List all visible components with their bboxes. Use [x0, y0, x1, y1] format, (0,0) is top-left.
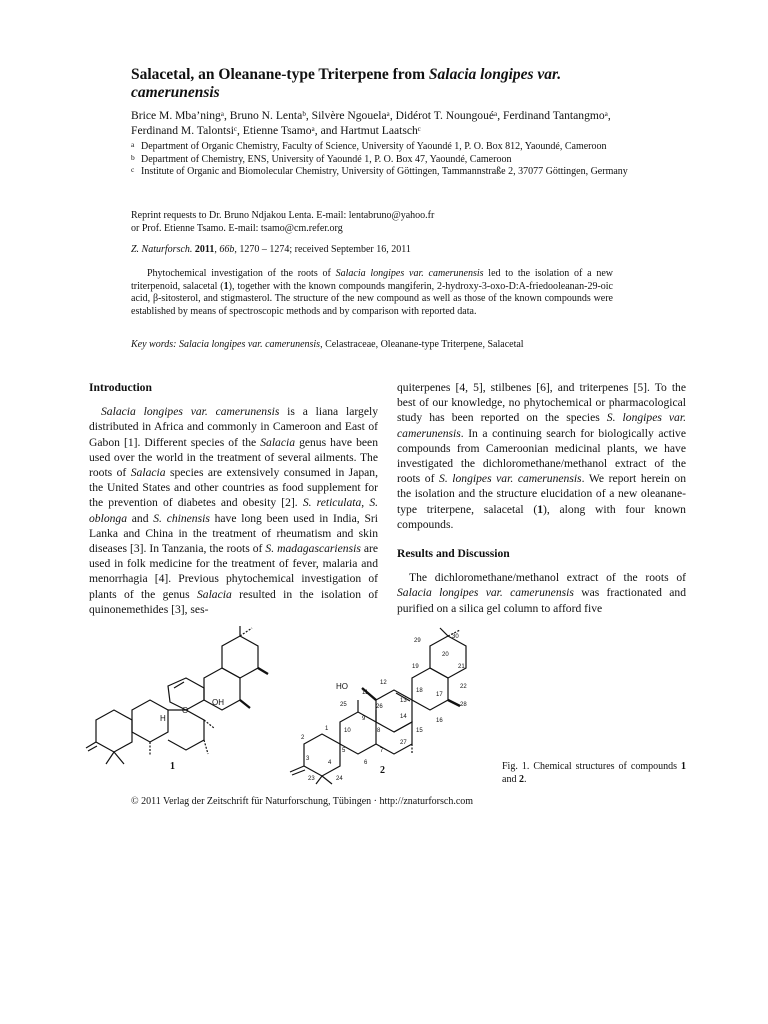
species-name: Salacia	[260, 435, 296, 449]
compound-1-structure	[86, 626, 268, 764]
species-name: S. longipes var. camerunensis	[439, 472, 582, 486]
caption-text: .	[523, 773, 527, 785]
atom-number: 30	[452, 634, 459, 640]
abstract-text: led to the isolation of a new triterpenoid, salacetal (	[131, 268, 614, 292]
affiliation-a	[131, 141, 651, 154]
atom-number: 27	[400, 740, 407, 746]
affiliation-text: Department of Chemistry, ENS, University of Yaoundé 1, P. O. Box 47, Yaoundé, Cameroon	[141, 153, 512, 165]
body-text: . We report herein on the isolation and the structure elucidation of a new oleanane-type triterpene, salacetal (	[397, 472, 687, 516]
introduction-continued	[397, 380, 686, 532]
reprint-requests	[131, 210, 651, 235]
atom-number: 24	[336, 776, 343, 782]
affiliation-mark: a	[131, 140, 135, 149]
atom-number: 18	[416, 688, 423, 694]
reprint-line-1: Reprint requests to Dr. Bruno Ndjakou Lenta. E-mail: lentabruno@yahoo.fr	[131, 210, 435, 221]
affiliations	[131, 141, 651, 179]
species-name: S. madagascariensis	[265, 542, 361, 556]
atom-number: 29	[414, 638, 421, 644]
atom-number: 5	[342, 748, 346, 754]
atom-number: 11	[362, 690, 369, 696]
affiliation-c	[131, 166, 651, 179]
keywords-rest: , Celastraceae, Oleanane-type Triterpene, Salacetal	[320, 339, 524, 350]
atom-number: 8	[377, 728, 381, 734]
introduction-heading: Introduction	[89, 381, 152, 394]
atom-number: 10	[344, 728, 351, 734]
atom-number: 19	[412, 664, 419, 670]
atom-number: 13	[400, 698, 407, 704]
caption-text: and	[502, 773, 519, 785]
body-text: ), along with four known compounds.	[397, 502, 686, 531]
body-text: is a liana largely distributed in Africa and commonly in Cameroon and East of Gabon [1]. Different species of the	[89, 405, 378, 449]
keywords	[131, 339, 651, 352]
author-list: Brice M. Mba’ningᵃ, Bruno N. Lentaᵇ, Silvère Ngouelaᵃ, Didérot T. Noungouéᵃ, Ferdinand Tantangmoᵃ, Ferdinand M. Talontsiᶜ, Etienne Tsamoᵃ, and Hartmut Laatschᶜ	[131, 109, 611, 137]
atom-number: 3	[306, 756, 310, 762]
atom-number: 15	[416, 728, 423, 734]
atom-number: 26	[376, 704, 383, 710]
compound-ref: 1	[681, 761, 686, 772]
atom-number: 28	[460, 702, 467, 708]
right-column	[397, 380, 686, 616]
hydrogen-label: H	[160, 714, 166, 723]
atom-number: 14	[400, 714, 407, 720]
journal-citation: Z. Naturforsch. 2011, 66b, 1270 – 1274; received September 16, 2011	[131, 244, 411, 255]
abstract-text: ), together with the known compounds mangiferin, 2-hydroxy-3-oxo-D:A-friedooleanan-29-oic acid, β-sitosterol, and stigmasterol. The structure of the new compound as well as those of the known compounds were established by means of spectroscopic methods and by comparison with reported data.	[131, 280, 613, 317]
body-text: and	[127, 511, 154, 525]
hydroxyl-label: HO	[336, 682, 348, 691]
compound-ref: 2	[518, 773, 524, 785]
body-text: have long been used in India, Sri Lanka and China in the treatment of rheumatism and skin diseases [3]. In Tanzania, the roots of	[89, 511, 378, 556]
caption-text: Fig. 1. Chemical structures of compounds	[502, 761, 681, 772]
compound-2-label: 2	[380, 765, 385, 776]
journal-year: 2011	[194, 244, 215, 255]
journal-name: Z. Naturforsch.	[131, 244, 193, 255]
atom-number: 4	[328, 760, 332, 766]
species-name: S. oblonga	[89, 496, 379, 525]
body-text: The dichloromethane/methanol extract of the roots of	[409, 571, 686, 585]
atom-number: 12	[380, 680, 387, 686]
results-paragraph	[397, 570, 686, 616]
reprint-line-2: or Prof. Etienne Tsamo. E-mail: tsamo@cm.refer.org	[131, 222, 343, 234]
affiliation-mark: c	[131, 165, 135, 174]
atom-number: 22	[460, 684, 467, 690]
affiliation-mark: b	[131, 152, 135, 162]
species-name: S. longipes var. camerunensis	[397, 411, 686, 440]
citation-rest: , 1270 – 1274; received September 16, 2011	[234, 244, 411, 255]
affiliation-b	[131, 154, 651, 167]
atom-number: 2	[301, 735, 305, 741]
species-name: S. chinensis	[153, 511, 210, 525]
compound-ref: 1	[537, 502, 544, 516]
title-text: Salacetal, an Oleanane-type Triterpene from	[131, 66, 429, 83]
body-text: . In a continuing search for biologically active compounds from Cameroonian medicinal plants, we have investigated the dichloromethane/methanol extract of the roots of	[397, 426, 686, 486]
affiliation-text: Institute of Organic and Biomolecular Chemistry, University of Göttingen, Tammannstraße 2, 37077 Göttingen, Germany	[141, 166, 628, 177]
body-text: quiterpenes [4, 5], stilbenes [6], and triterpenes [5]. To the best of our knowledge, no phytochemical or pharmacological study has been reported on the species	[397, 381, 686, 425]
atom-number: 7	[380, 748, 384, 754]
abstract-text: Phytochemical investigation of the roots of	[147, 268, 336, 279]
atom-number: 9	[362, 716, 366, 722]
species-name: Salacia longipes var. camerunensis	[397, 586, 574, 600]
keywords-species: Salacia longipes var. camerunensis	[178, 339, 321, 350]
atom-number: 1	[325, 726, 329, 732]
journal-volume: 66b	[219, 244, 235, 255]
atom-number: 20	[442, 652, 449, 658]
left-column	[89, 380, 378, 617]
oxygen-label: O	[182, 706, 189, 715]
atom-number: 6	[364, 760, 368, 766]
body-text: resulted in the isolation of quinonemethides [3], ses-	[89, 587, 378, 616]
species-name: Salacia	[130, 466, 166, 480]
atom-number: 16	[436, 718, 443, 724]
introduction-paragraph	[89, 404, 378, 617]
species-name: Salacia longipes var. camerunensis	[101, 405, 280, 419]
copyright-footer: © 2011 Verlag der Zeitschrift für Naturforschung, Tübingen · http://znaturforsch.com	[131, 796, 474, 807]
compound-1-label: 1	[170, 761, 175, 772]
title-species: Salacia longipes var. camerunensis	[131, 66, 562, 101]
abstract-species: Salacia longipes var. camerunensis	[335, 268, 484, 279]
species-name: S. reticulata	[302, 496, 362, 510]
body-text: was fractionated and purified on a silica gel column to afford five	[397, 586, 686, 615]
body-text: genus have been used over the world in the treatment of several ailments. The roots of	[89, 435, 378, 480]
compound-ref: 1	[223, 280, 229, 292]
atom-number: 25	[340, 702, 347, 708]
atom-number: 21	[458, 664, 465, 670]
figure-caption	[502, 761, 686, 786]
affiliation-text: Department of Organic Chemistry, Faculty of Science, University of Yaoundé 1, P. O. Box 812, Yaoundé, Cameroon	[141, 141, 607, 152]
body-text: are used in folk medicine for the treatment of fever, malaria and menorrhagia [4]. Previous phytochemical investigation of plants of the genus	[89, 542, 378, 601]
body-text: ,	[361, 496, 370, 510]
keywords-label: Key words:	[131, 339, 179, 350]
species-name: Salacia	[196, 587, 232, 601]
body-text: species are extensively consumed in Japan, the United States and other countries as food supplement for the prevention of diabetes and obesity [2].	[89, 466, 378, 510]
hydroxyl-label: OH	[212, 698, 224, 707]
abstract	[131, 268, 613, 318]
results-heading: Results and Discussion	[397, 547, 510, 561]
atom-number: 17	[436, 692, 443, 698]
atom-number: 23	[308, 776, 315, 782]
article-title	[131, 66, 651, 102]
